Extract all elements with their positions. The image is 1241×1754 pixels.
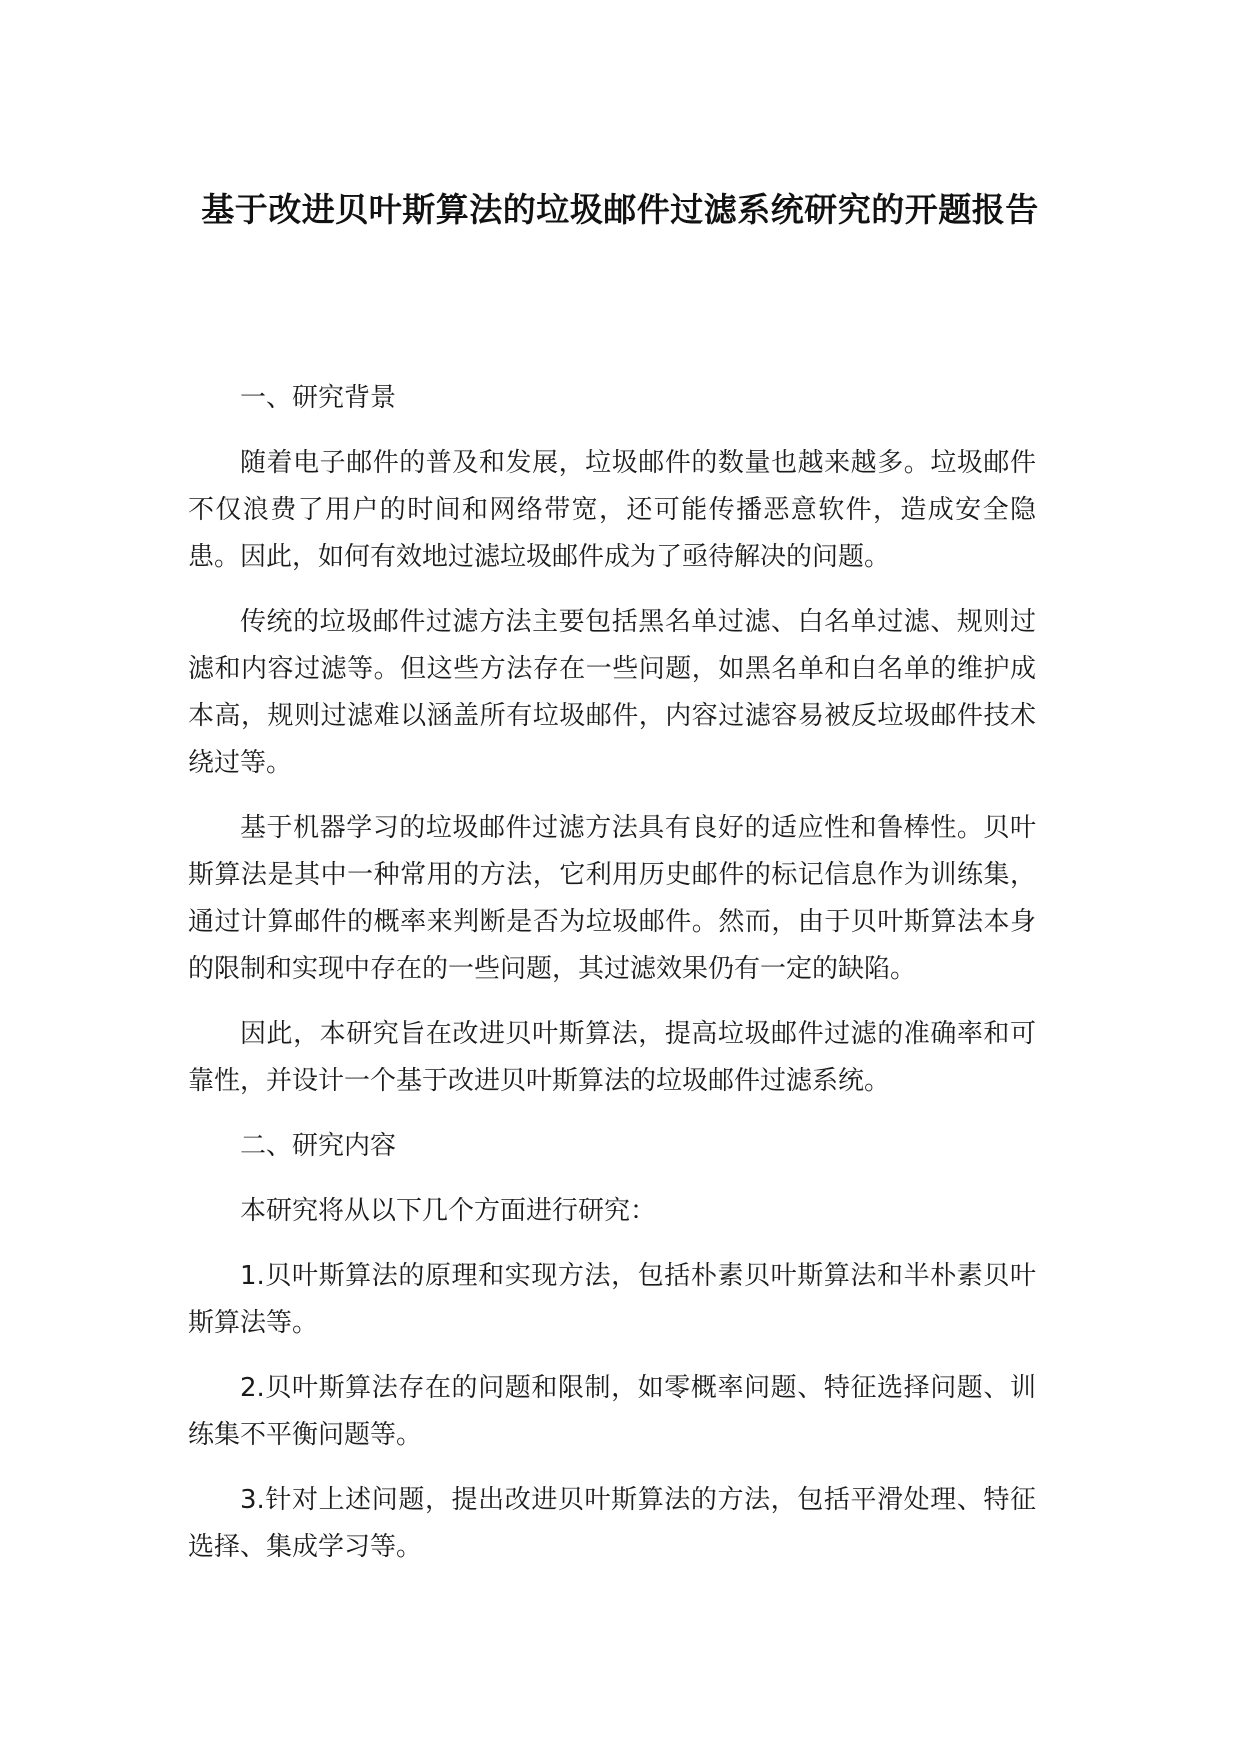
list-item: 3.针对上述问题，提出改进贝叶斯算法的方法，包括平滑处理、特征选择、集成学习等。 xyxy=(188,1485,1036,1562)
paragraph: 随着电子邮件的普及和发展，垃圾邮件的数量也越来越多。垃圾邮件不仅浪费了用户的时间和网络带宽，还可能传播恶意软件，造成安全隐患。因此，如何有效地过滤垃圾邮件成为了亟待解决的问题。 xyxy=(188,448,1036,572)
section-heading-background: 一、研究背景 xyxy=(240,383,397,413)
paragraph: 本研究将从以下几个方面进行研究： xyxy=(240,1196,657,1226)
section-heading-content: 二、研究内容 xyxy=(240,1131,397,1161)
document-body xyxy=(188,375,1036,1589)
document-title: 基于改进贝叶斯算法的垃圾邮件过滤系统研究的开题报告 xyxy=(201,190,1039,229)
list-item: 2.贝叶斯算法存在的问题和限制，如零概率问题、特征选择问题、训练集不平衡问题等。 xyxy=(188,1373,1036,1450)
list-item: 1.贝叶斯算法的原理和实现方法，包括朴素贝叶斯算法和半朴素贝叶斯算法等。 xyxy=(188,1261,1036,1338)
paragraph: 传统的垃圾邮件过滤方法主要包括黑名单过滤、白名单过滤、规则过滤和内容过滤等。但这些方法存在一些问题，如黑名单和白名单的维护成本高，规则过滤难以涵盖所有垃圾邮件，内容过滤容易被反垃圾邮件技术绕过等。 xyxy=(188,607,1036,778)
paragraph: 基于机器学习的垃圾邮件过滤方法具有良好的适应性和鲁棒性。贝叶斯算法是其中一种常用的方法，它利用历史邮件的标记信息作为训练集，通过计算邮件的概率来判断是否为垃圾邮件。然而，由于贝叶斯算法本身的限制和实现中存在的一些问题，其过滤效果仍有一定的缺陷。 xyxy=(188,813,1036,984)
paragraph: 因此，本研究旨在改进贝叶斯算法，提高垃圾邮件过滤的准确率和可靠性，并设计一个基于改进贝叶斯算法的垃圾邮件过滤系统。 xyxy=(188,1019,1036,1096)
